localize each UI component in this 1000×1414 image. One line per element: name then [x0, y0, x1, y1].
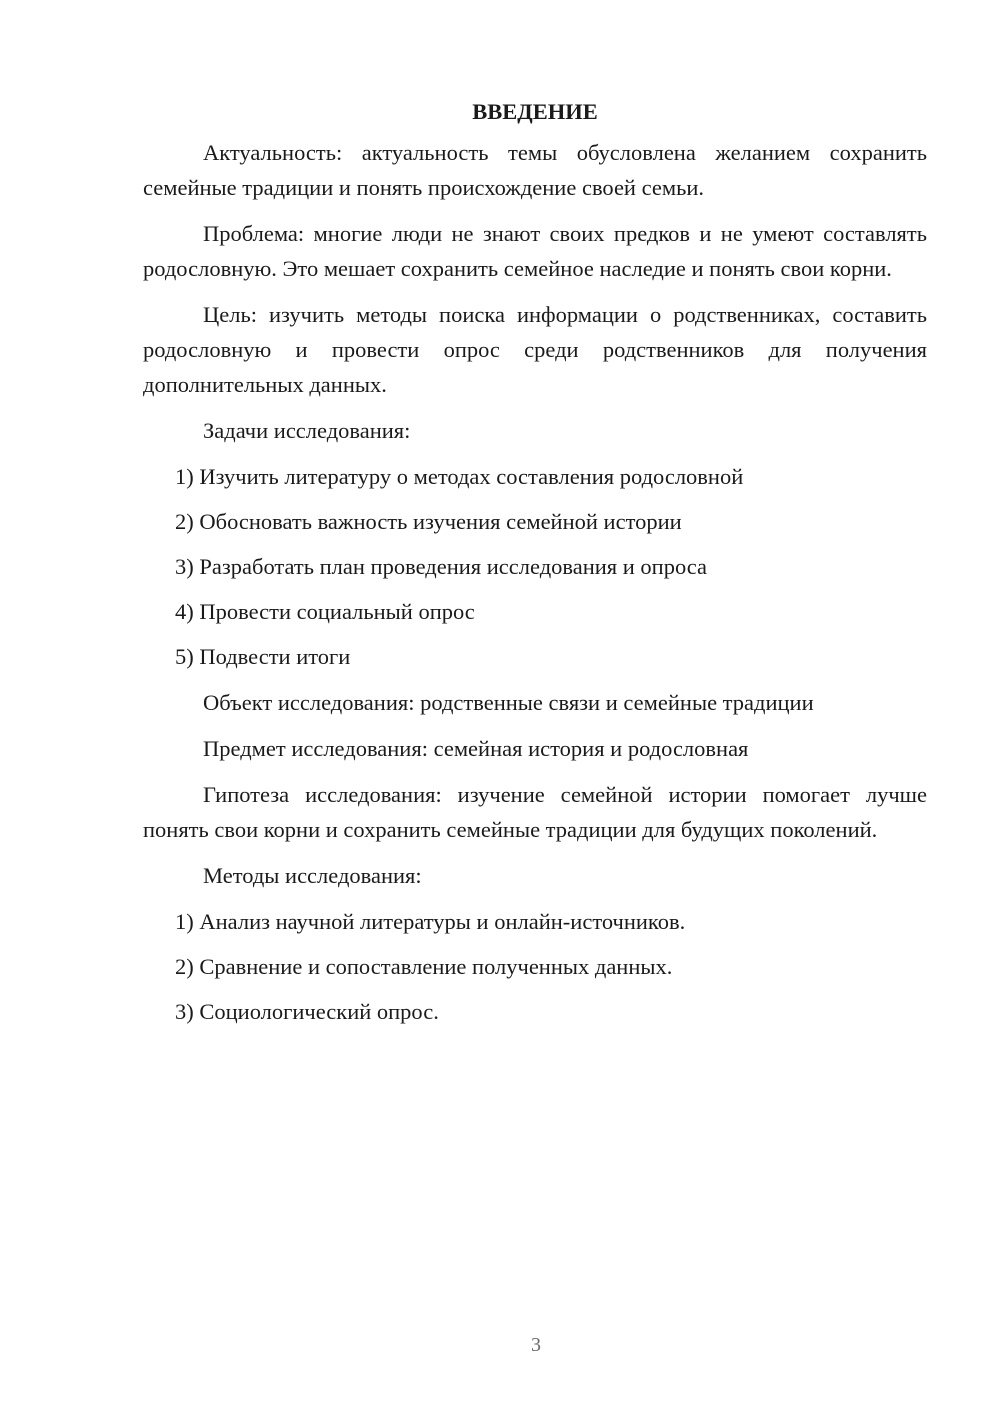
- method-item: 1) Анализ научной литературы и онлайн-источников.: [175, 909, 686, 934]
- methods-title: Методы исследования:: [203, 863, 422, 888]
- page-number: 3: [531, 1334, 541, 1356]
- page-content: [143, 94, 927, 1040]
- method-item: 3) Социологический опрос.: [175, 999, 439, 1024]
- hypothesis-paragraph: Гипотеза исследования: изучение семейной истории помогает лучше понять свои корни и сохранить семейные традиции для будущих поколений.: [143, 782, 927, 842]
- methods-list: [143, 904, 927, 1029]
- actuality-paragraph: Актуальность: актуальность темы обусловлена желанием сохранить семейные традиции и понять происхождение своей семьи.: [143, 140, 927, 200]
- task-item: 3) Разработать план проведения исследования и опроса: [175, 554, 708, 579]
- task-item: 1) Изучить литературу о методах составления родословной: [175, 464, 744, 489]
- problem-paragraph: Проблема: многие люди не знают своих предков и не умеют составлять родословную. Это мешает сохранить семейное наследие и понять свои корни.: [143, 221, 927, 281]
- tasks-list: [143, 459, 927, 674]
- object-paragraph: Объект исследования: родственные связи и семейные традиции: [203, 690, 814, 715]
- task-item: 4) Провести социальный опрос: [175, 599, 475, 624]
- task-item: 5) Подвести итоги: [175, 644, 351, 669]
- method-item: 2) Сравнение и сопоставление полученных данных.: [175, 954, 673, 979]
- tasks-title: Задачи исследования:: [203, 418, 411, 443]
- task-item: 2) Обосновать важность изучения семейной истории: [175, 509, 682, 534]
- section-heading: ВВЕДЕНИЕ: [472, 99, 598, 124]
- goal-paragraph: Цель: изучить методы поиска информации о родственниках, составить родословную и провести опрос среди родственников для получения дополнительных данных.: [143, 302, 927, 397]
- subject-paragraph: Предмет исследования: семейная история и родословная: [203, 736, 749, 761]
